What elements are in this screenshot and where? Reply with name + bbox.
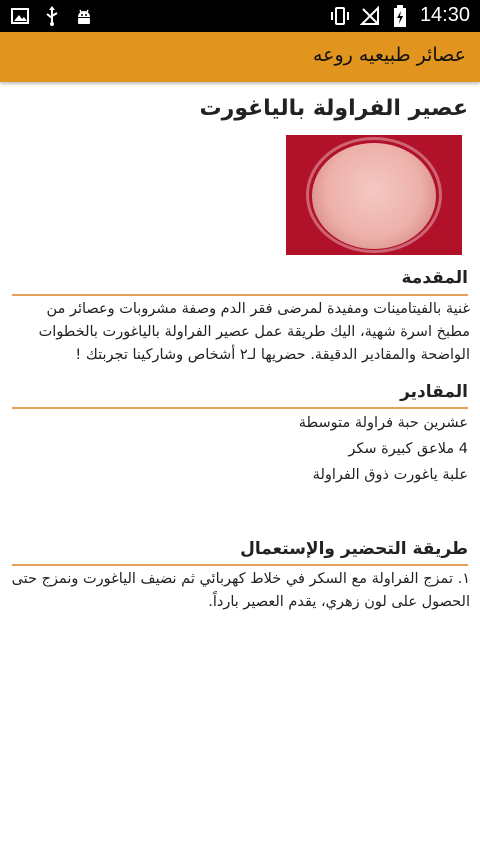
- status-bar: [0, 0, 480, 32]
- status-bar-right: [330, 4, 470, 27]
- method-heading: طريقة التحضير والإستعمال: [240, 539, 468, 559]
- intro-heading: المقدمة: [401, 268, 468, 288]
- method-text: ١. تمزج الفراولة مع السكر في خلاط كهربائي ثم نضيف الياغورت ونمزج حتى الحصول على لون زهري، يقدم العصير بارداً.: [11, 571, 470, 610]
- ingredients-heading: المقادير: [400, 382, 468, 402]
- method-divider: [12, 564, 468, 566]
- ingredients-divider: [12, 407, 468, 409]
- status-bar-left: [10, 6, 94, 26]
- app-bar: [0, 32, 480, 82]
- app-title: عصائر طبيعيه روعه: [312, 44, 466, 66]
- ingredient-item: 4 ملاعق كبيرة سكر: [348, 441, 468, 457]
- no-signal-icon: [360, 6, 380, 26]
- recipe-content[interactable]: [0, 82, 480, 854]
- android-icon: [74, 6, 94, 26]
- usb-icon: [42, 6, 62, 26]
- ingredient-item: عشرين حبة فراولة متوسطة: [298, 415, 468, 431]
- intro-text: غنية بالفيتامينات ومفيدة لمرضى فقر الدم وصفة مشروبات وعصائر من مطبخ اسرة شهية، اليك طريقة عمل عصير الفراولة بالياغورت بالخطوات الواضحة والمقادير الدقيقة. حضريها لـ٢ أشخاص وشاركينا تجربتك !: [38, 301, 470, 363]
- glass-rim-shape: [306, 137, 442, 253]
- image-icon: [10, 6, 30, 26]
- vibrate-icon: [330, 6, 350, 26]
- recipe-photo: [286, 135, 462, 255]
- recipe-title: عصير الفراولة بالياغورت: [199, 96, 468, 121]
- battery-charging-icon: [390, 6, 410, 26]
- ingredient-item: علبة ياغورت ذوق الفراولة: [312, 467, 468, 483]
- status-time: 14:30: [419, 4, 470, 26]
- intro-divider: [12, 294, 468, 296]
